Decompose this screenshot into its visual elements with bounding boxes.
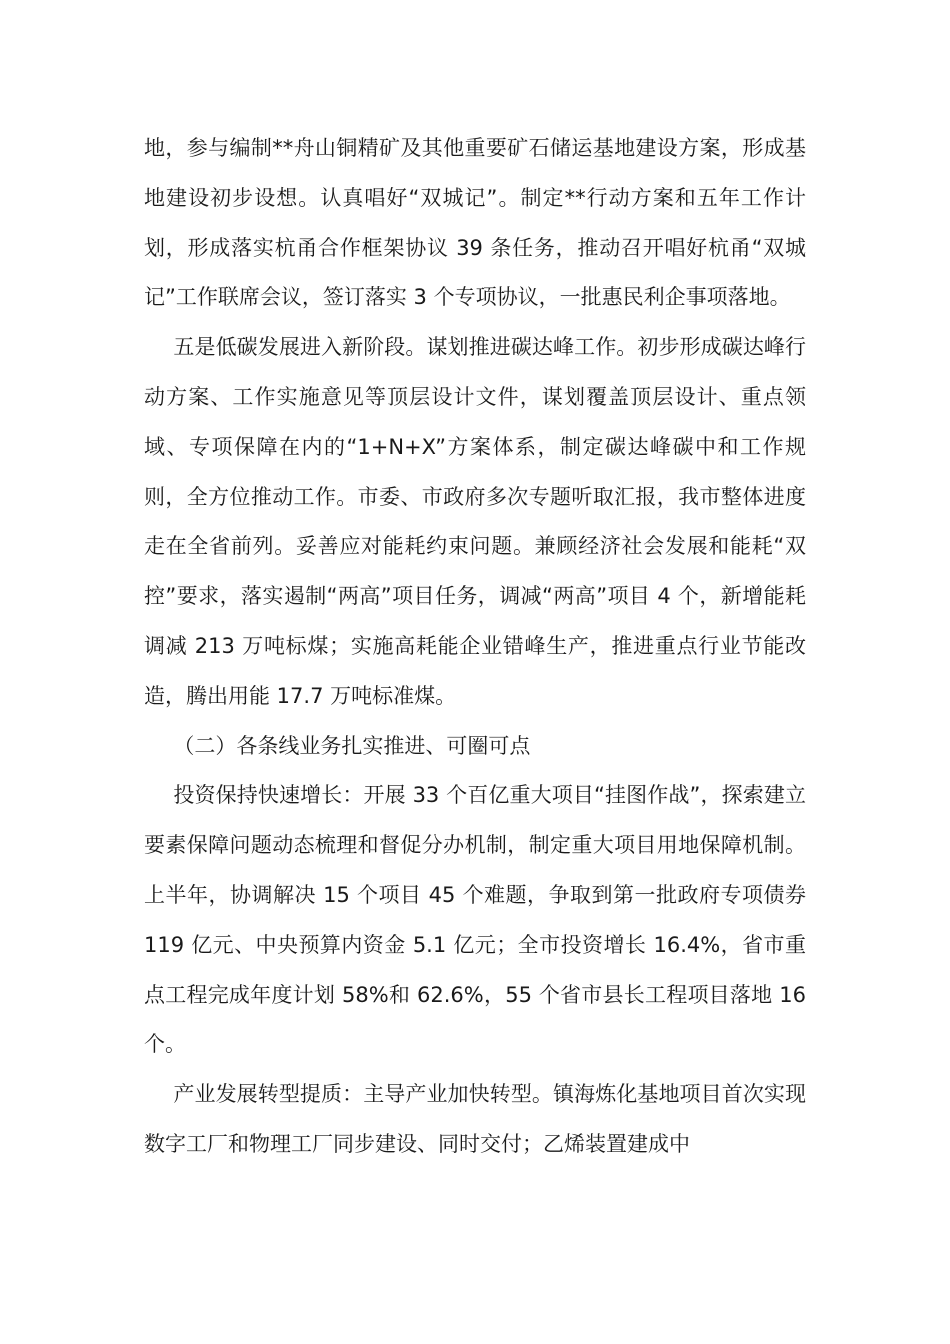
document-body [144, 124, 806, 1170]
paragraph-investment: 投资保持快速增长：开展 33 个百亿重大项目“挂图作战”，探索建立要素保障问题动态梳理和督促分办机制，制定重大项目用地保障机制。上半年，协调解决 15 个项目 45 个难题，争取到第一批政府专项债券 119 亿元、中央预算内资金 5.1 亿元；全市投资增长 16.4%，省市重点工程完成年度计划 58%和 62.6%，55 个省市县长工程项目落地 16 个。 [144, 783, 806, 1057]
paragraph-continuation: 地，参与编制**舟山铜精矿及其他重要矿石储运基地建设方案，形成基地建设初步设想。认真唱好“双城记”。制定**行动方案和五年工作计划，形成落实杭甬合作框架协议 39 条任务，推动召开唱好杭甬“双城记”工作联席会议，签订落实 3 个专项协议，一批惠民利企事项落地。 [144, 136, 806, 310]
section-heading: （二）各条线业务扎实推进、可圈可点 [173, 733, 531, 758]
paragraph-industry: 产业发展转型提质：主导产业加快转型。镇海炼化基地项目首次实现数字工厂和物理工厂同步建设、同时交付；乙烯装置建成中 [144, 1082, 806, 1156]
paragraph-low-carbon: 五是低碳发展进入新阶段。谋划推进碳达峰工作。初步形成碳达峰行动方案、工作实施意见等顶层设计文件，谋划覆盖顶层设计、重点领域、专项保障在内的“1+N+X”方案体系，制定碳达峰碳中和工作规则，全方位推动工作。市委、市政府多次专题听取汇报，我市整体进度走在全省前列。妥善应对能耗约束问题。兼顾经济社会发展和能耗“双控”要求，落实遏制“两高”项目任务，调减“两高”项目 4 个，新增能耗调减 213 万吨标煤；实施高耗能企业错峰生产，推进重点行业节能改造，腾出用能 17.7 万吨标准煤。 [144, 335, 806, 708]
